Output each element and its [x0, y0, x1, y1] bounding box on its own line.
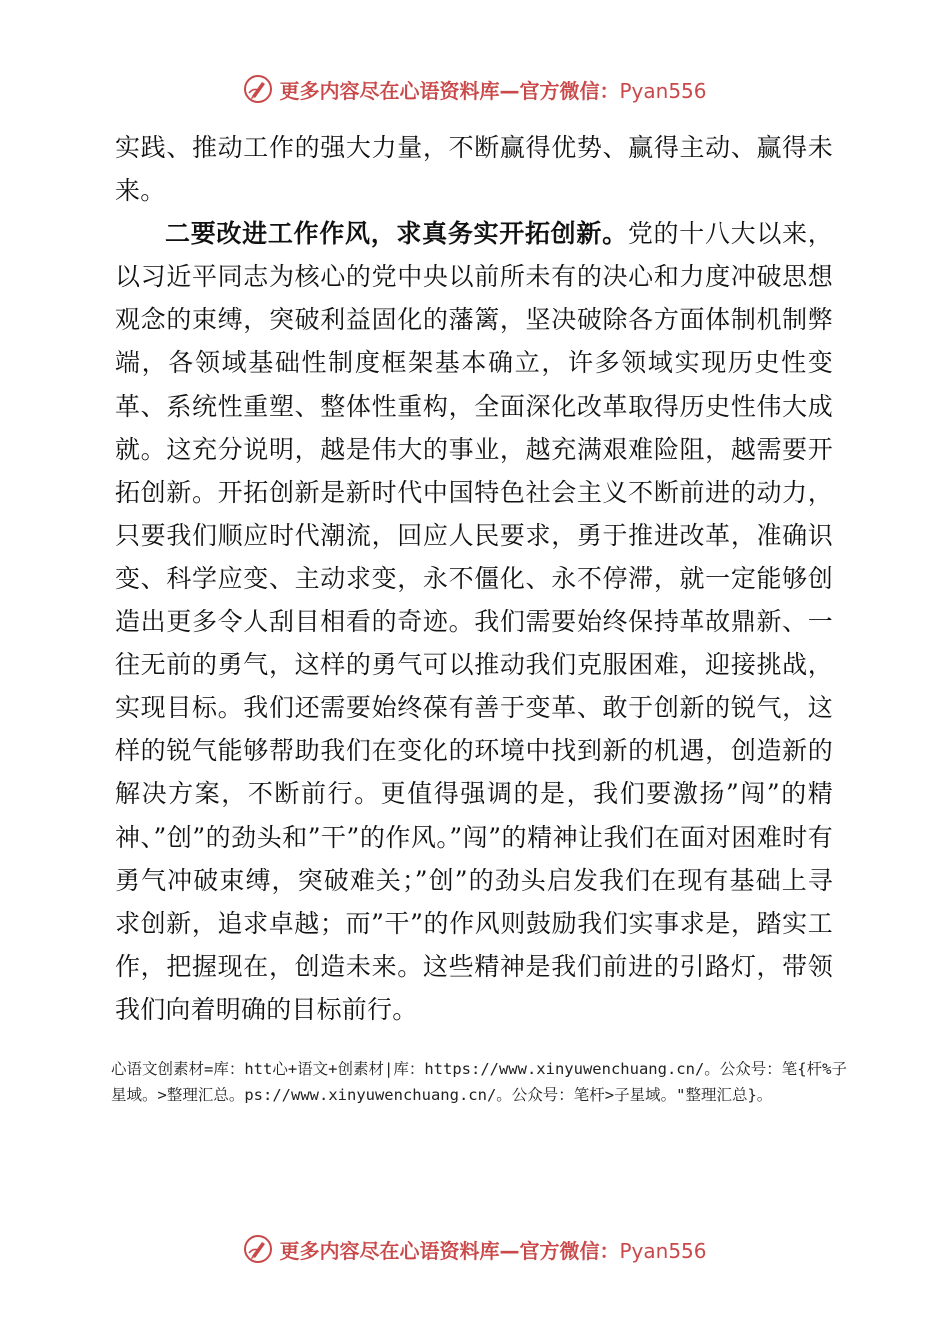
watermark-label: 更多内容尽在心语资料库 [279, 78, 500, 103]
pen-nib-logo-icon [243, 74, 273, 104]
watermark-separator: — [499, 78, 520, 103]
main-paragraph [115, 212, 833, 1031]
continuation-paragraph: 实践、推动工作的强大力量，不断赢得优势、赢得主动、赢得未来。 [115, 133, 833, 206]
footer-watermark [0, 1234, 950, 1264]
watermark-text [279, 75, 706, 104]
watermark-separator: — [499, 1238, 520, 1263]
watermark-text [279, 1235, 706, 1264]
paragraph-body-text: 党的十八大以来，以习近平同志为核心的党中央以前所未有的决心和力度冲破思想观念的束缚，突破利益固化的藩篱，坚决破除各方面体制机制弊端，各领域基础性制度框架基本确立，许多领域实现历史性变革、系统性重塑、整体性重构，全面深化改革取得历史性伟大成就。这充分说明，越是伟大的事业，越充满艰难险阻，越需要开拓创新。开拓创新是新时代中国特色社会主义不断前进的动力，只要我们顺应时代潮流，回应人民要求，勇于推进改革，准确识变、科学应变、主动求变，永不僵化、永不停滞，就一定能够创造出更多令人刮目相看的奇迹。我们需要始终保持革故鼎新、一往无前的勇气，这样的勇气可以推动我们克服困难，迎接挑战，实现目标。我们还需要始终葆有善于变革、敢于创新的锐气，这样的锐气能够帮助我们在变化的环境中找到新的机遇，创造新的解决方案，不断前行。更值得强调的是，我们要激扬”闯”的精神、”创”的劲头和”干”的作风。”闯”的精神让我们在面对困难时有勇气冲破束缚，突破难关；”创”的劲头启发我们在现有基础上寻求创新，追求卓越；而”干”的作风则鼓励我们实事求是，踏实工作，把握现在，创造未来。这些精神是我们前进的引路灯，带领我们向着明确的目标前行。 [115, 219, 833, 1024]
source-note: 心语文创素材=库：htt心+语文+创素材|库：https://www.xinyuwenchuang.cn/。公众号：笔{杆%子星域。>整理汇总。ps://www.xinyuwenchuang.cn/。公众号：笔杆>子星域。"整理汇总}。 [111, 1060, 847, 1104]
document-body [115, 126, 833, 1031]
pen-nib-logo-icon [243, 1234, 273, 1264]
paragraph-lead-heading: 二要改进工作作风，求真务实开拓创新。 [165, 219, 628, 249]
watermark-label: 更多内容尽在心语资料库 [279, 1238, 500, 1263]
watermark-wechat-label: 官方微信： [519, 1238, 620, 1263]
watermark-wechat-id: Pyan556 [619, 78, 707, 103]
watermark-wechat-id: Pyan556 [619, 1238, 707, 1263]
watermark-wechat-label: 官方微信： [519, 78, 620, 103]
header-watermark [0, 74, 950, 104]
